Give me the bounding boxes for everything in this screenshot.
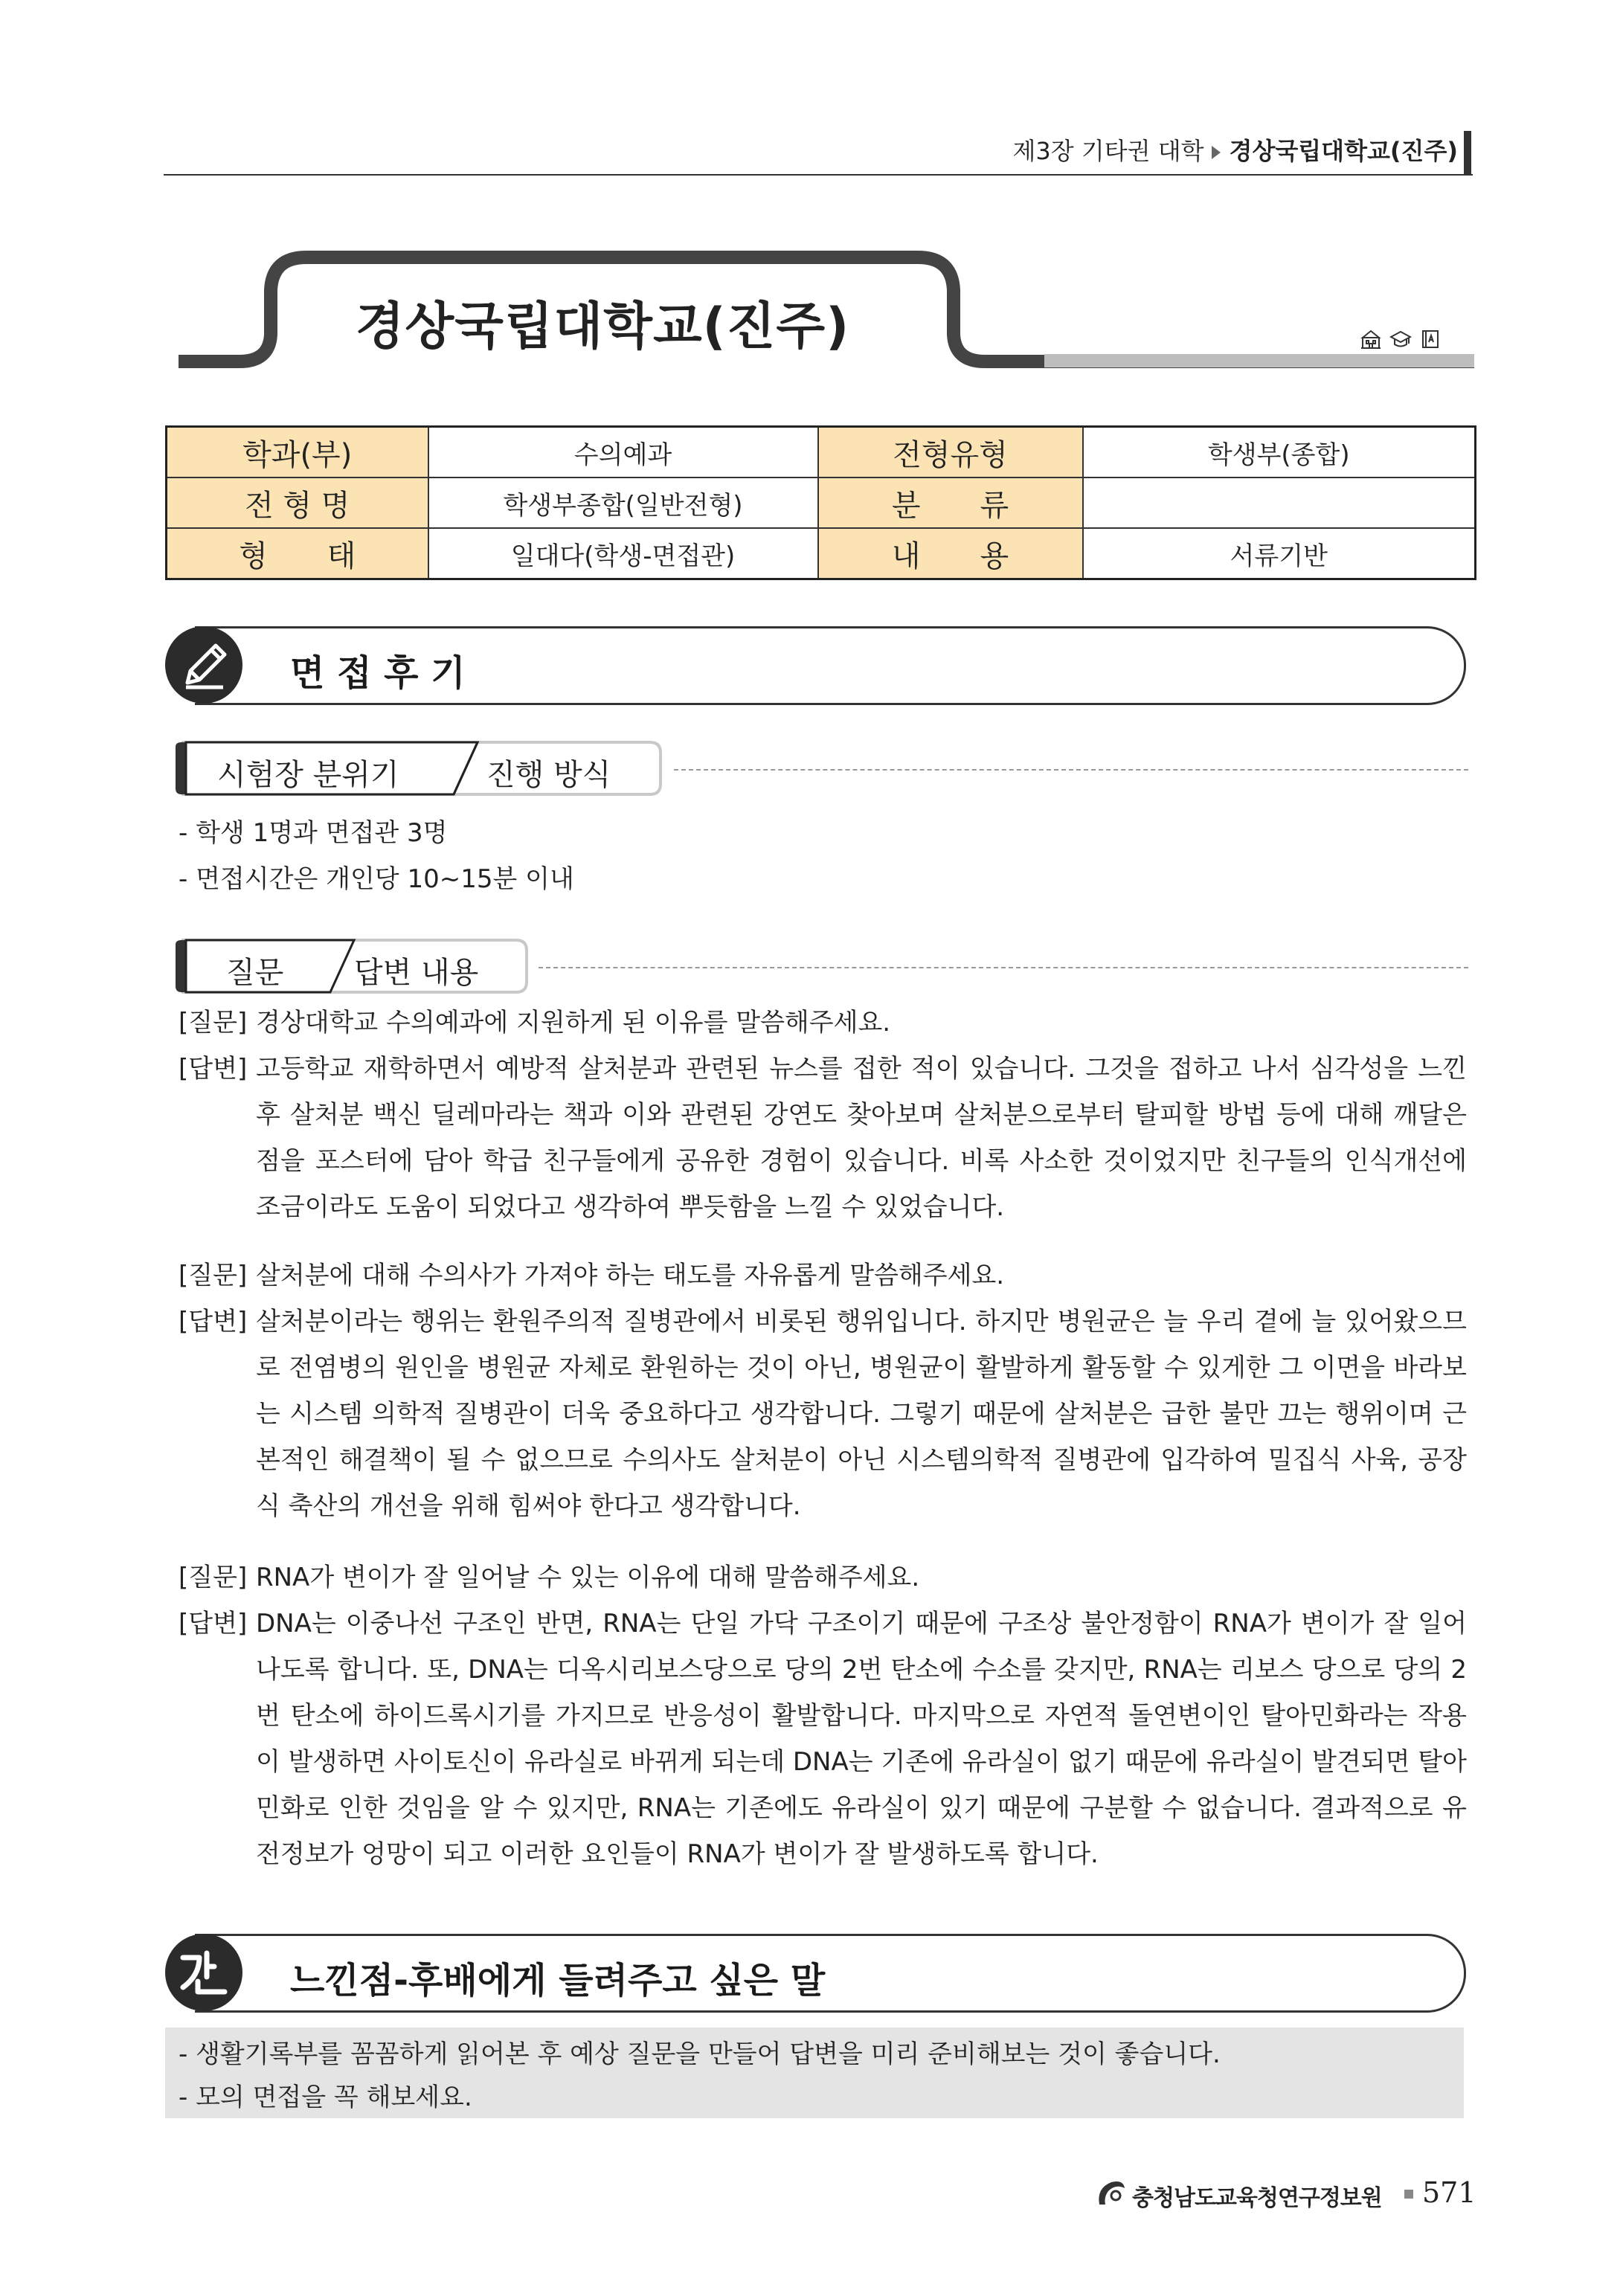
title-icons xyxy=(1360,329,1442,350)
page-number: 571 xyxy=(1422,2176,1476,2209)
info-table xyxy=(165,425,1476,580)
table-label: 내 용 xyxy=(818,528,1083,579)
institute-logo-icon xyxy=(1093,2175,1128,2209)
tip-line: - 생활기록부를 꼼꼼하게 읽어본 후 예상 질문을 만들어 답변을 미리 준비해보는 것이 좋습니다. xyxy=(179,2039,1221,2069)
section-banner-interview-review xyxy=(165,626,1465,704)
footer-square-icon xyxy=(1404,2190,1413,2199)
table-value: 학생부종합(일반전형) xyxy=(428,477,818,528)
table-label: 분 류 xyxy=(818,477,1083,528)
answer-text: DNA는 이중나선 구조인 반면, RNA는 단일 가닥 구조이기 때문에 구조상 불안정함이 RNA가 변이가 잘 일어나도록 합니다. 또, DNA는 디옥시리보스당으로 당의 2번 탄소에 수소를 갖지만, RNA는 리보스 당으로 당의 2번 탄소에 하이드록시기를 가지므로 반응성이 활발합니다. 마지막으로 자연적 돌연변이인 탈아민화라는 작용이 발생하면 사이토신이 유라실로 바뀌게 되는데 DNA는 기존에 유라실이 없기 때문에 유라실이 발견되면 탈아민화로 인한 것임을 알 수 있지만, RNA는 기존에도 유라실이 있기 때문에 구분할 수 없습니다. 결과적으로 유전정보가 엉망이 되고 이러한 요인들이 RNA가 변이가 잘 발생하도록 합니다. xyxy=(256,1609,1467,1869)
tip-line: - 모의 면접을 꼭 해보세요. xyxy=(179,2083,472,2112)
table-value: 학생부(종합) xyxy=(1083,427,1476,478)
question-text: RNA가 변이가 잘 일어날 수 있는 이유에 대해 말씀해주세요. xyxy=(256,1563,920,1592)
subheading-tag-left: 시험장 분위기 xyxy=(217,758,399,792)
running-header xyxy=(967,132,1458,167)
section-title: 느낀점-후배에게 들려주고 싶은 말 xyxy=(290,1960,826,2001)
question-text: 살처분에 대해 수의사가 가져야 하는 태도를 자유롭게 말씀해주세요. xyxy=(256,1261,1005,1290)
gam-hangul-icon xyxy=(165,1934,242,2011)
table-row xyxy=(167,477,1476,528)
table-label: 전 형 명 xyxy=(167,477,428,528)
pencil-icon xyxy=(165,626,242,704)
table-value: 일대다(학생-면접관) xyxy=(428,528,818,579)
qa-item xyxy=(179,1000,1467,1230)
graduation-cap-icon xyxy=(1389,329,1412,350)
table-label: 형 태 xyxy=(167,528,428,579)
page-title: 경상국립대학교(진주) xyxy=(355,298,850,356)
dashed-divider xyxy=(539,967,1468,968)
tips-box xyxy=(165,2028,1464,2118)
subheading-tag-left: 질문 xyxy=(226,956,284,990)
qa-item xyxy=(179,1554,1467,1877)
footer xyxy=(1093,2170,1476,2215)
header-rule xyxy=(164,174,1473,176)
answer-prefix: [답변] xyxy=(179,1609,248,1639)
question-text: 경상대학교 수의예과에 지원하게 된 이유를 말씀해주세요. xyxy=(256,1008,891,1038)
table-value xyxy=(1083,477,1476,528)
book-icon xyxy=(1419,329,1442,350)
atmosphere-line: - 학생 1명과 면접관 3명 xyxy=(179,818,448,848)
subheading-tag-right: 진행 방식 xyxy=(486,758,611,792)
school-building-icon xyxy=(1360,329,1382,350)
table-row xyxy=(167,528,1476,579)
atmosphere-line: - 면접시간은 개인당 10~15분 이내 xyxy=(179,864,574,894)
table-label: 학과(부) xyxy=(167,427,428,478)
subheading-qa xyxy=(174,939,1468,994)
qa-item xyxy=(179,1252,1467,1529)
subheading-atmosphere xyxy=(174,741,1468,796)
triangle-arrow-icon xyxy=(1212,146,1221,159)
question-prefix: [질문] xyxy=(179,1563,248,1592)
answer-text: 살처분이라는 행위는 환원주의적 질병관에서 비롯된 행위입니다. 하지만 병원균은 늘 우리 곁에 늘 있어왔으므로 전염병의 원인을 병원균 자체로 환원하는 것이 아닌, 병원균이 활발하게 활동할 수 있게한 그 이면을 바라보는 시스템 의학적 질병관이 더욱 중요하다고 생각합니다. 그렇기 때문에 살처분은 급한 불만 끄는 행위이며 근본적인 해결책이 될 수 없으므로 수의사도 살처분이 아닌 시스템의학적 질병관에 입각하여 밀집식 사육, 공장식 축산의 개선을 위해 힘써야 한다고 생각합니다. xyxy=(256,1307,1467,1521)
section-banner-impressions xyxy=(165,1934,1465,2011)
table-label: 전형유형 xyxy=(818,427,1083,478)
question-prefix: [질문] xyxy=(179,1261,248,1290)
header-marker-bar xyxy=(1464,131,1471,174)
dashed-divider xyxy=(674,769,1468,771)
answer-text: 고등학교 재학하면서 예방적 살처분과 관련된 뉴스를 접한 적이 있습니다. 그것을 접하고 나서 심각성을 느낀 후 살처분 백신 딜레마라는 책과 이와 관련된 강연도 찾아보며 살처분으로부터 탈피할 방법 등에 대해 깨달은 점을 포스터에 담아 학급 친구들에게 공유한 경험이 있습니다. 비록 사소한 것이었지만 친구들의 인식개선에 조금이라도 도움이 되었다고 생각하여 뿌듯함을 느낄 수 있었습니다. xyxy=(256,1054,1467,1222)
table-row xyxy=(167,427,1476,478)
section-title: 면 접 후 기 xyxy=(290,652,466,694)
running-header-chapter: 제3장 기타권 대학 xyxy=(1012,137,1204,165)
answer-prefix: [답변] xyxy=(179,1307,248,1337)
answer-prefix: [답변] xyxy=(179,1054,248,1084)
running-header-school: 경상국립대학교(진주) xyxy=(1229,137,1458,165)
question-prefix: [질문] xyxy=(179,1008,248,1038)
subheading-tag-right: 답변 내용 xyxy=(354,956,479,990)
footer-org: 충청남도교육청연구정보원 xyxy=(1132,2185,1382,2211)
table-value: 수의예과 xyxy=(428,427,818,478)
table-value: 서류기반 xyxy=(1083,528,1476,579)
